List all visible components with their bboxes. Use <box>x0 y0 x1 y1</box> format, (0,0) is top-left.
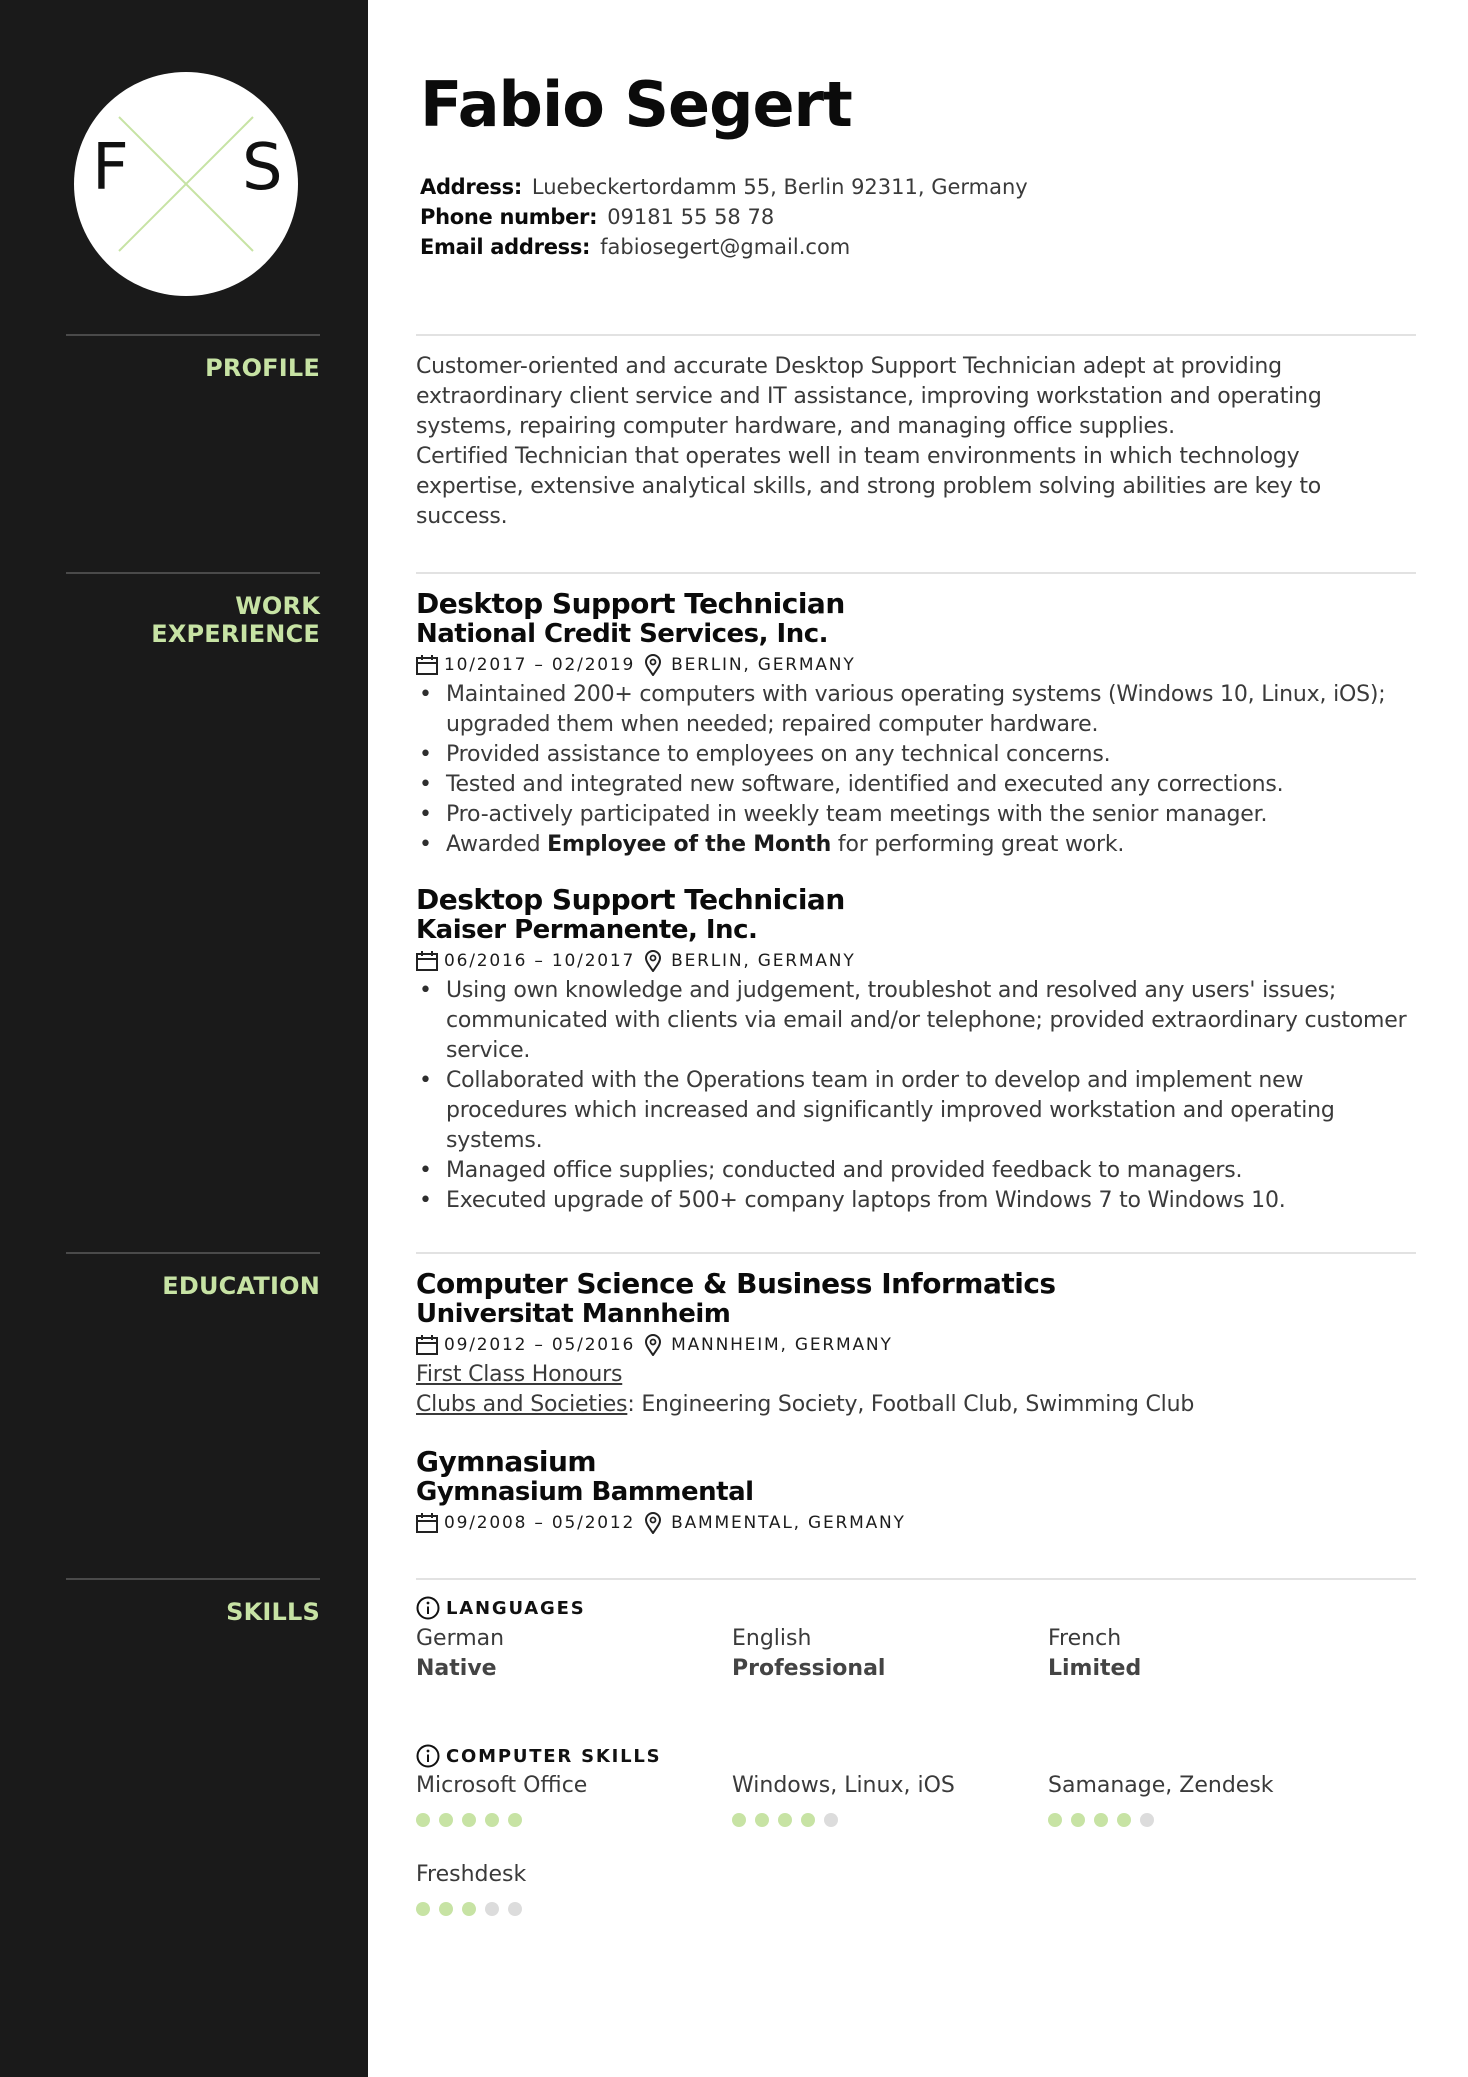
education-entry <box>416 1268 1416 1420</box>
bullet-item: • Collaborated with the Operations team in order to develop and implement new procedures which increased and significantly improved workstation and operating systems. <box>416 1066 1416 1156</box>
rating-dot-filled <box>439 1813 453 1827</box>
bullet-item: • Provided assistance to employees on any technical concerns. <box>416 740 1416 770</box>
honours-text: First Class Honours <box>416 1362 623 1387</box>
rating-dot-filled <box>801 1813 815 1827</box>
phone-value: 09181 55 58 78 <box>607 205 775 229</box>
profile-paragraph: Customer-oriented and accurate Desktop Support Technician adept at providing extraordinary client service and IT assistance, improving workstation and operating systems, repairing computer hardware, and managing office supplies. <box>416 354 1322 439</box>
location-pin-icon <box>645 654 661 676</box>
clubs-label: Clubs and Societies <box>416 1392 628 1417</box>
rating-dot-empty <box>824 1813 838 1827</box>
clubs-line <box>416 1390 1416 1420</box>
bullet-item <box>416 830 1416 860</box>
rating-dot-filled <box>416 1902 430 1916</box>
job-entry <box>416 884 1416 1216</box>
degree-title: Computer Science & Business Informatics <box>416 1267 1056 1300</box>
job-company: National Credit Services, Inc. <box>416 619 829 649</box>
address-value: Luebeckertordamm 55, Berlin 92311, Germany <box>531 175 1028 199</box>
computer-skill-item <box>416 1771 716 1827</box>
person-name: Fabio Segert <box>420 68 852 141</box>
address-label: Address: <box>420 175 522 199</box>
rating-dot-filled <box>462 1902 476 1916</box>
divider <box>416 572 1416 574</box>
language-item <box>416 1624 716 1684</box>
skill-name: Freshdesk <box>416 1862 527 1887</box>
rating-dot-filled <box>755 1813 769 1827</box>
honours-line <box>416 1360 1416 1390</box>
school-name: Gymnasium Bammental <box>416 1477 754 1507</box>
rating-dot-filled <box>778 1813 792 1827</box>
degree-title: Gymnasium <box>416 1445 597 1478</box>
language-name: English <box>732 1626 812 1651</box>
phone-label: Phone number: <box>420 205 598 229</box>
award-prefix: Awarded <box>446 832 548 857</box>
job-dates: 10/2017 – 02/2019 <box>444 655 636 675</box>
education-dates: 09/2008 – 05/2012 <box>444 1513 636 1533</box>
monogram-initial-last: S <box>242 131 283 205</box>
skill-rating <box>416 1902 716 1916</box>
info-icon <box>416 1744 440 1768</box>
rating-dot-filled <box>732 1813 746 1827</box>
contact-email <box>420 232 1028 262</box>
language-level: Limited <box>1048 1656 1142 1681</box>
skill-rating <box>416 1813 716 1827</box>
education-dates: 09/2012 – 05/2016 <box>444 1335 636 1355</box>
email-value: fabiosegert@gmail.com <box>600 235 851 259</box>
rating-dot-filled <box>462 1813 476 1827</box>
monogram-initial-first: F <box>92 131 129 205</box>
bullet-item: • Managed office supplies; conducted and provided feedback to managers. <box>416 1156 1416 1186</box>
rating-dot-empty <box>1140 1813 1154 1827</box>
job-company: Kaiser Permanente, Inc. <box>416 915 758 945</box>
job-location: BERLIN, GERMANY <box>671 655 856 675</box>
language-level: Professional <box>732 1656 886 1681</box>
languages-heading <box>416 1596 585 1620</box>
job-entry <box>416 588 1416 860</box>
rating-dot-filled <box>485 1813 499 1827</box>
education-location: MANNHEIM, GERMANY <box>671 1335 893 1355</box>
location-pin-icon <box>645 1334 661 1356</box>
computer-skills-heading <box>416 1744 661 1768</box>
rating-dot-filled <box>1094 1813 1108 1827</box>
skill-rating <box>1048 1813 1348 1827</box>
divider <box>416 1578 1416 1580</box>
skill-rating <box>732 1813 1032 1827</box>
job-meta <box>416 650 1416 680</box>
languages-title: LANGUAGES <box>446 1597 586 1619</box>
section-label-skills <box>66 1578 320 1626</box>
job-title: Desktop Support Technician <box>416 587 845 620</box>
computer-skill-item <box>416 1860 716 1916</box>
language-name: French <box>1048 1626 1122 1651</box>
skill-name: Windows, Linux, iOS <box>732 1773 955 1798</box>
bullet-item: • Tested and integrated new software, identified and executed any corrections. <box>416 770 1416 800</box>
location-pin-icon <box>645 1512 661 1534</box>
rating-dot-filled <box>439 1902 453 1916</box>
calendar-icon <box>416 1513 438 1533</box>
job-bullets <box>416 680 1416 860</box>
calendar-icon <box>416 655 438 675</box>
section-label-education <box>66 1252 320 1300</box>
rating-dot-empty <box>508 1902 522 1916</box>
section-label-work <box>66 572 320 648</box>
calendar-icon <box>416 1335 438 1355</box>
contact-address <box>420 172 1028 202</box>
section-title: PROFILE <box>205 354 320 382</box>
education-location: BAMMENTAL, GERMANY <box>671 1513 906 1533</box>
skill-name: Microsoft Office <box>416 1773 588 1798</box>
award-suffix: for performing great work. <box>831 832 1125 857</box>
language-level: Native <box>416 1656 497 1681</box>
job-bullets <box>416 976 1416 1216</box>
contact-block <box>420 172 1028 262</box>
job-title: Desktop Support Technician <box>416 883 845 916</box>
computer-skill-item <box>1048 1771 1348 1827</box>
award-highlight: Employee of the Month <box>547 832 832 857</box>
section-title: WORK EXPERIENCE <box>151 592 320 648</box>
language-item <box>1048 1624 1348 1684</box>
info-icon <box>416 1596 440 1620</box>
education-meta <box>416 1508 1416 1538</box>
language-name: German <box>416 1626 505 1651</box>
bullet-item: • Executed upgrade of 500+ company laptops from Windows 7 to Windows 10. <box>416 1186 1416 1216</box>
sidebar <box>0 0 368 2077</box>
education-meta <box>416 1330 1416 1360</box>
education-entry <box>416 1446 1416 1538</box>
section-label-profile <box>66 334 320 382</box>
rating-dot-filled <box>1048 1813 1062 1827</box>
section-title: SKILLS <box>226 1598 320 1626</box>
skill-name: Samanage, Zendesk <box>1048 1773 1274 1798</box>
profile-summary <box>416 352 1396 532</box>
bullet-item: • Using own knowledge and judgement, troubleshot and resolved any users' issues; communicated with clients via email and/or telephone; provided extraordinary customer service. <box>416 976 1416 1066</box>
job-location: BERLIN, GERMANY <box>671 951 856 971</box>
location-pin-icon <box>645 950 661 972</box>
rating-dot-filled <box>508 1813 522 1827</box>
bullet-item: • Maintained 200+ computers with various operating systems (Windows 10, Linux, iOS); upgraded them when needed; repaired computer hardware. <box>416 680 1416 740</box>
computer-skill-item <box>732 1771 1032 1827</box>
job-dates: 06/2016 – 10/2017 <box>444 951 636 971</box>
section-title: EDUCATION <box>162 1272 320 1300</box>
divider <box>416 334 1416 336</box>
calendar-icon <box>416 951 438 971</box>
computer-skills-title: COMPUTER SKILLS <box>446 1745 662 1767</box>
email-label: Email address: <box>420 235 591 259</box>
job-meta <box>416 946 1416 976</box>
bullet-item: • Pro-actively participated in weekly team meetings with the senior manager. <box>416 800 1416 830</box>
clubs-text: : Engineering Society, Football Club, Swimming Club <box>627 1392 1195 1417</box>
language-item <box>732 1624 1032 1684</box>
rating-dot-filled <box>1117 1813 1131 1827</box>
monogram-logo <box>74 72 298 296</box>
profile-paragraph: Certified Technician that operates well in team environments in which technology expertise, extensive analytical skills, and strong problem solving abilities are key to success. <box>416 444 1322 529</box>
contact-phone <box>420 202 1028 232</box>
school-name: Universitat Mannheim <box>416 1299 731 1329</box>
rating-dot-empty <box>485 1902 499 1916</box>
rating-dot-filled <box>416 1813 430 1827</box>
rating-dot-filled <box>1071 1813 1085 1827</box>
divider <box>416 1252 1416 1254</box>
